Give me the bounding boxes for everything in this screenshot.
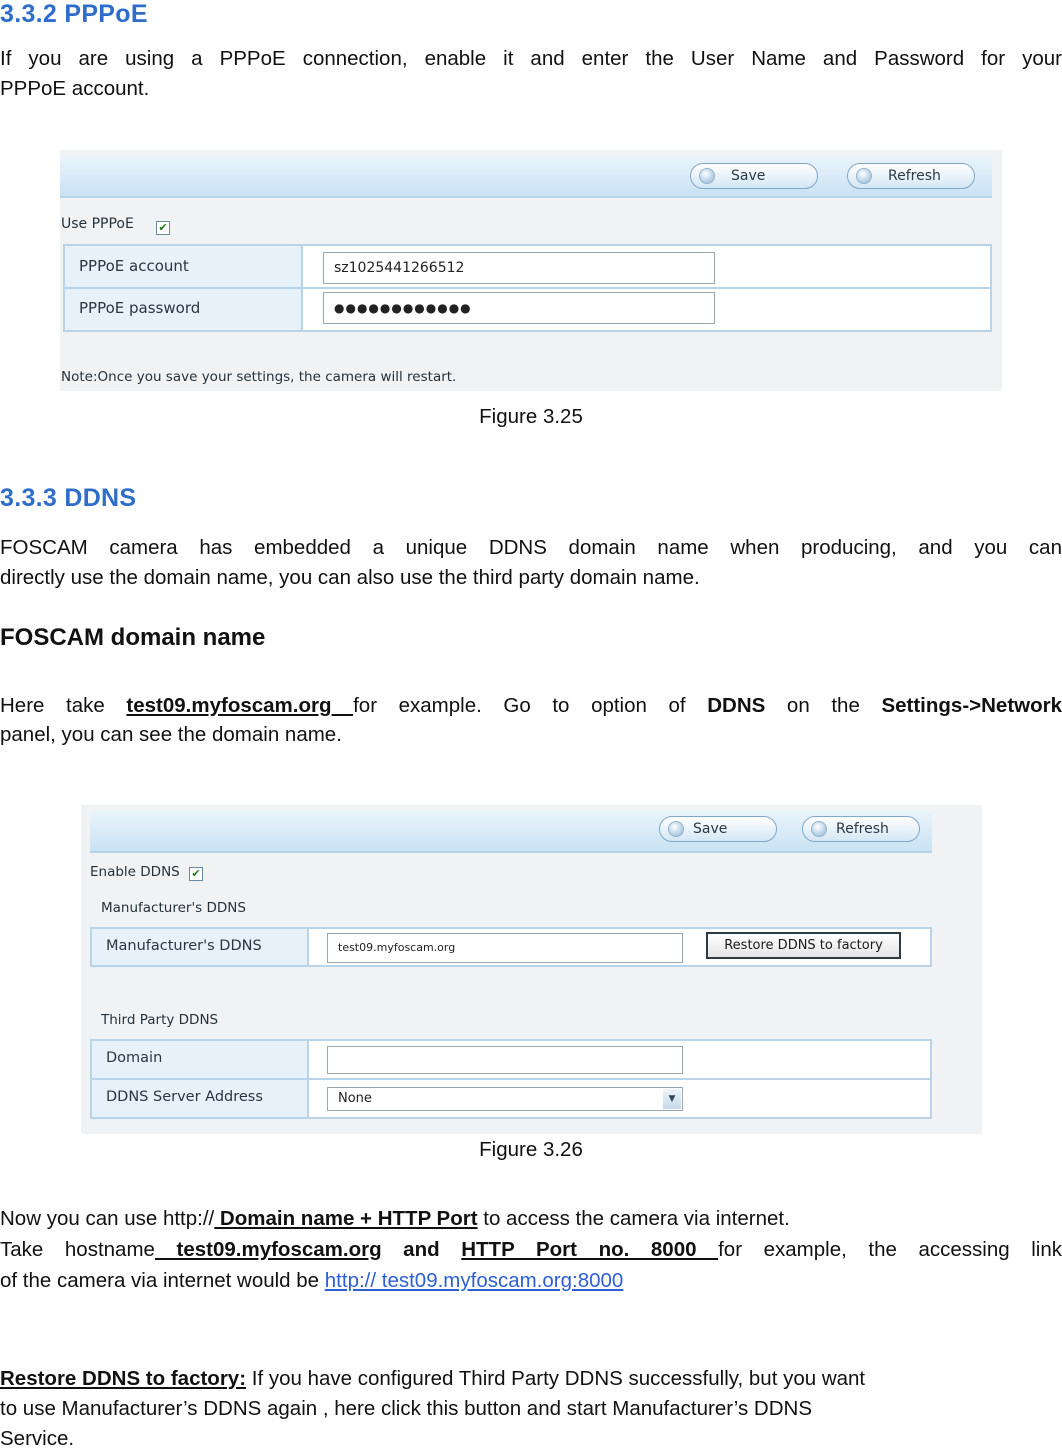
ddns-intro-line1: FOSCAM camera has embedded a unique DDNS domain name when producing, and you can [0, 536, 1062, 559]
camera-access-link[interactable]: http:// test09.myfoscam.org:8000 [324, 1269, 624, 1292]
ddns-settings-figure [81, 805, 982, 1134]
manufacturer-ddns-input[interactable]: test09.myfoscam.org [327, 933, 683, 963]
table-row [92, 1080, 930, 1117]
ddns-intro [0, 533, 1062, 593]
pppoe-save-button[interactable]: Save [690, 163, 818, 189]
ddns-server-select[interactable]: None ▼ [327, 1087, 683, 1111]
example-domain-text: test09.myfoscam.org [126, 694, 354, 717]
domain-label: Domain [106, 1050, 163, 1066]
pppoe-intro [0, 44, 1062, 104]
restore-paragraph: Restore DDNS to factory: If you have configured Third Party DDNS successfully, but you want to use Manufacturer’s DDNS again , here click this button and start Manufacturer’s DDNS Service. [0, 1367, 866, 1450]
pppoe-password-label: PPPoE password [79, 299, 201, 317]
manufacturer-ddns-label: Manufacturer's DDNS [106, 938, 262, 954]
domain-input[interactable] [327, 1046, 683, 1074]
access-paragraph: Now you can use http:// Domain name + HTTP Port to access the camera via internet. Take hostname test09.myfoscam.org and HTTP Port no. 8000 for example, the accessing link of the camera via internet would be http:// test09.myfoscam.org:8000 [0, 1207, 1062, 1292]
ddns-save-button[interactable]: Save [659, 816, 777, 842]
third-party-ddns-group-title: Third Party DDNS [101, 1012, 219, 1028]
refresh-circle-icon [668, 821, 684, 837]
ddns-refresh-button[interactable]: Refresh [802, 816, 920, 842]
pppoe-account-label: PPPoE account [79, 257, 189, 275]
manufacturer-ddns-table [90, 927, 932, 967]
third-party-ddns-table [90, 1039, 932, 1119]
figure-caption-3-26: Figure 3.26 [479, 1138, 583, 1161]
ddns-heading: 3.3.3 DDNS [0, 484, 137, 512]
manufacturer-ddns-group-title: Manufacturer's DDNS [101, 900, 246, 916]
check-icon: ✔ [158, 221, 168, 234]
table-row [65, 289, 990, 330]
ddns-intro-line2: directly use the domain name, you can also use the third party domain name. [0, 566, 700, 589]
check-icon: ✔ [191, 867, 201, 880]
figure-caption-3-25: Figure 3.25 [479, 405, 583, 428]
enable-ddns-label: Enable DDNS [90, 864, 180, 880]
pppoe-refresh-button[interactable]: Refresh [847, 163, 975, 189]
table-row [65, 246, 990, 287]
pppoe-password-input[interactable]: ●●●●●●●●●●●● [323, 292, 715, 324]
table-row [92, 929, 930, 965]
foscam-domain-subheading: FOSCAM domain name [0, 624, 266, 651]
use-pppoe-label: Use PPPoE [61, 216, 134, 232]
ddns-example-paragraph: Here take test09.myfoscam.org for example. Go to option of DDNS on the Settings->Network panel, you can see the domain name. [0, 694, 1062, 746]
table-row [92, 1041, 930, 1078]
pppoe-restart-note: Note:Once you save your settings, the camera will restart. [61, 369, 457, 385]
pppoe-heading: 3.3.2 PPPoE [0, 0, 148, 28]
ddns-server-address-label: DDNS Server Address [106, 1089, 263, 1105]
restore-ddns-button[interactable]: Restore DDNS to factory [706, 932, 901, 959]
pppoe-intro-line1: If you are using a PPPoE connection, enable it and enter the User Name and Password for your [0, 47, 1062, 70]
chevron-down-icon[interactable]: ▼ [663, 1089, 681, 1109]
restore-title: Restore DDNS to factory: [0, 1367, 247, 1390]
pppoe-table [63, 244, 992, 332]
use-pppoe-checkbox[interactable] [156, 221, 170, 235]
pppoe-intro-line2: PPPoE account. [0, 77, 150, 100]
pppoe-settings-figure [60, 150, 1002, 391]
ddns-option-text: DDNS [707, 694, 766, 717]
refresh-circle-icon [811, 821, 827, 837]
refresh-circle-icon [856, 168, 872, 184]
pppoe-toolbar [60, 156, 992, 198]
pppoe-account-input[interactable]: sz1025441266512 [323, 252, 715, 284]
enable-ddns-checkbox[interactable] [189, 867, 203, 881]
refresh-circle-icon [699, 168, 715, 184]
settings-network-text: Settings->Network [881, 694, 1062, 717]
ddns-toolbar [90, 811, 932, 853]
